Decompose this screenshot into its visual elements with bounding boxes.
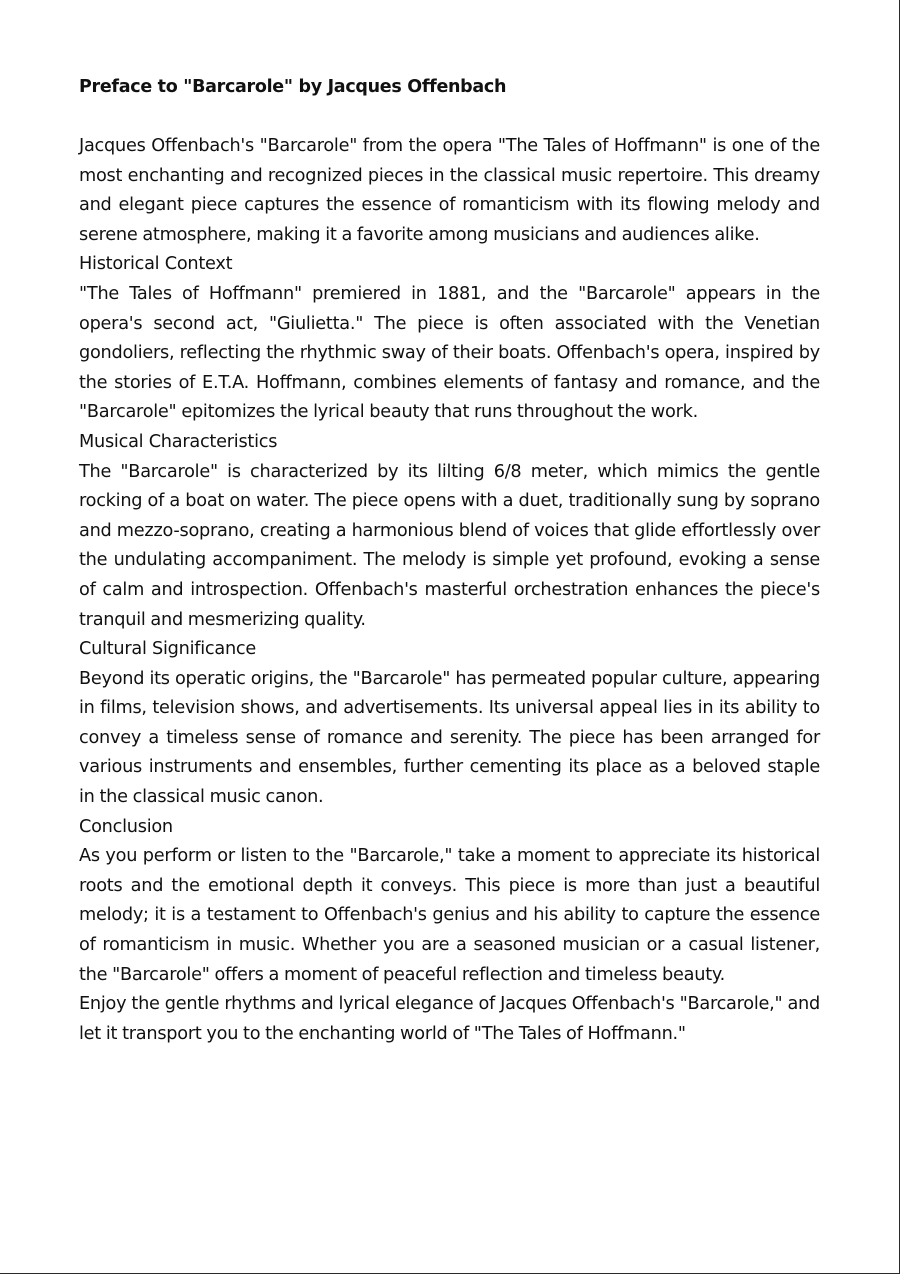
document-title: Preface to "Barcarole" by Jacques Offenbach — [79, 77, 507, 97]
section-heading-musical-characteristics: Musical Characteristics — [79, 431, 278, 452]
section-body-historical-context: "The Tales of Hoffmann" premiered in 1881, and the "Barcarole" appears in the opera's second act, "Giulietta." The piece is often associated with the Venetian gondoliers, reflecting the rhythmic sway of their boats. Offenbach's opera, inspired by the stories of E.T.A. Hoffmann, combines elements of fantasy and romance, and the "Barcarole" epitomizes the lyrical beauty that runs throughout the work. — [79, 283, 820, 423]
section-body-musical-characteristics: The "Barcarole" is characterized by its lilting 6/8 meter, which mimics the gentle rocking of a boat on water. The piece opens with a duet, traditionally sung by soprano and mezzo-soprano, creating a harmonious blend of voices that glide effortlessly over the undulating accompaniment. The melody is simple yet profound, evoking a sense of calm and introspection. Offenbach's masterful orchestration enhances the piece's tranquil and mesmerizing quality. — [79, 461, 820, 630]
closing-paragraph: Enjoy the gentle rhythms and lyrical elegance of Jacques Offenbach's "Barcarole," and let it transport you to the enchanting world of "The Tales of Hoffmann." — [79, 994, 820, 1044]
intro-paragraph: Jacques Offenbach's "Barcarole" from the opera "The Tales of Hoffmann" is one of the most enchanting and recognized pieces in the classical music repertoire. This dreamy and elegant piece captures the essence of romanticism with its flowing melody and serene atmosphere, making it a favorite among musicians and audiences alike. — [79, 136, 820, 245]
document-body — [79, 74, 820, 1049]
section-heading-conclusion: Conclusion — [79, 816, 173, 837]
section-heading-historical-context: Historical Context — [79, 254, 233, 275]
section-body-cultural-significance: Beyond its operatic origins, the "Barcarole" has permeated popular culture, appearing in films, television shows, and advertisements. Its universal appeal lies in its ability to convey a timeless sense of romance and serenity. The piece has been arranged for various instruments and ensembles, further cementing its place as a beloved staple in the classical music canon. — [79, 668, 820, 808]
section-heading-cultural-significance: Cultural Significance — [79, 639, 257, 660]
section-body-conclusion: As you perform or listen to the "Barcarole," take a moment to appreciate its historical roots and the emotional depth it conveys. This piece is more than just a beautiful melody; it is a testament to Offenbach's genius and his ability to capture the essence of romanticism in music. Whether you are a seasoned musician or a casual listener, the "Barcarole" offers a moment of peaceful reflection and timeless beauty. — [79, 846, 820, 985]
